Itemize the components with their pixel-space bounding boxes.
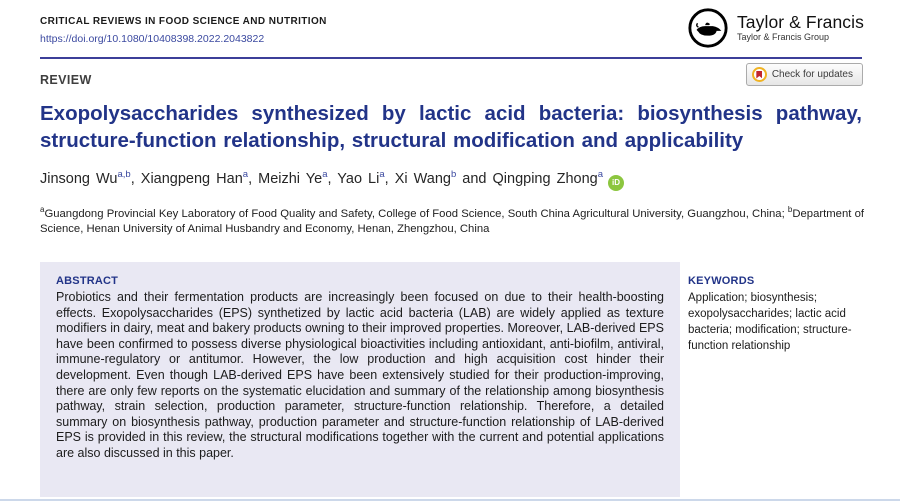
doi-link[interactable]: https://doi.org/10.1080/10408398.2022.2043822 [40,33,265,45]
orcid-icon[interactable]: iD [608,175,624,191]
abstract-text: Probiotics and their fermentation products are increasingly been focused on due to their health-boosting effects. Exopolysaccharides (EPS) synthetized by lactic acid bacteria (LAB) are widely applied as texture modifiers in dairy, meat and bakery products owning to their improved properties. Moreover, LAB-derived EPS have been confirmed to possess diverse physiological bioactivities including antioxidant, anti-biofilm, antiviral, immune-regulatory or antitumor. However, the low production and high acquisition cost hinder their development. Even though LAB-derived EPS have been extensively studied for their production-improving, there are only few reports on the systematic elucidation and summary of the relationship among biosynthesis pathway, strain selection, production parameter, structure-function relationship. Therefore, a detailed summary on biosynthesis pathway, production parameter and structure-function relationship of LAB-derived EPS is provided in this review, the structural modifications together with the current and potential applications are also discussed in this paper. [56,290,664,460]
author-affil-sup: b [450,169,457,181]
author-name: Xi Wang [394,171,451,187]
article-title-line2: structure-function relationship, structural modification and applicability [40,129,744,152]
author-separator: , [384,171,395,187]
keywords-text: Application; biosynthesis; exopolysaccharides; lactic acid bacteria; modification; structure-function relationship [688,292,852,352]
author-name: Qingping Zhong [492,171,598,187]
author-affil-sup: a [322,169,328,181]
bookmark-icon [756,71,762,79]
affiliation-sup-b: b [787,205,793,215]
page-bottom-divider [0,499,900,501]
journal-name: CRITICAL REVIEWS IN FOOD SCIENCE AND NUTRITION [40,16,327,27]
keywords-panel [688,275,884,354]
author-affil-sup: a [597,169,603,181]
article-title [40,100,862,154]
affiliation-sup-a: a [40,205,45,215]
author-affil-sup: a,b [117,169,131,181]
author-name: Meizhi Ye [258,171,323,187]
header-divider [40,57,862,59]
taylor-francis-lamp-icon [687,7,729,49]
affiliation-a: Guangdong Provincial Key Laboratory of Food Quality and Safety, College of Food Science, South China Agricultural University, Guangzhou, China; [44,208,788,220]
publisher-brand [687,7,864,49]
author-name: Xiangpeng Han [140,171,243,187]
check-for-updates-button[interactable] [746,63,863,86]
abstract-panel [40,262,680,497]
article-title-line1: Exopolysaccharides synthesized by lactic acid bacteria: biosynthesis pathway, [40,102,862,125]
author-name: Jinsong Wu [40,171,118,187]
crossmark-icon [752,67,767,82]
author-separator: and [456,171,493,187]
abstract-heading: ABSTRACT [56,275,119,287]
affiliations [40,207,864,237]
author-affil-sup: a [379,169,385,181]
author-separator: , [248,171,259,187]
author-name: Yao Li [337,171,380,187]
author-separator: , [130,171,141,187]
author-separator: , [327,171,338,187]
affiliation-b: Department of Science, Henan University of Animal Husbandry and Economy, Henan, Zhengzhou, China [40,208,864,235]
author-affil-sup: a [242,169,249,181]
article-type-label: REVIEW [40,73,92,87]
brand-name: Taylor & Francis [736,12,864,33]
keywords-heading: KEYWORDS [688,275,755,287]
check-updates-label: Check for updates [771,69,853,80]
brand-subtitle: Taylor & Francis Group [736,32,829,43]
authors-line [40,171,862,191]
